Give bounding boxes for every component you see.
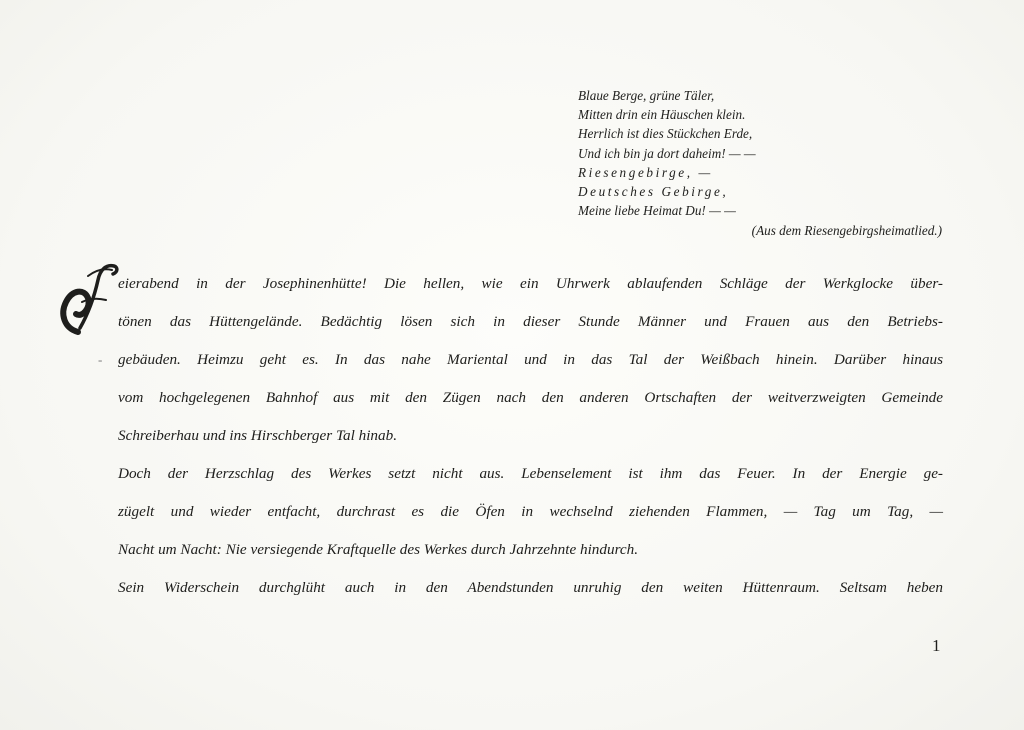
poem-source: (Aus dem Riesengebirgsheimatlied.) (751, 223, 942, 239)
poem-line: Blaue Berge, grüne Täler, (578, 88, 715, 103)
body-line: vom hochgelegenen Bahnhof aus mit den Zügen nach den anderen Ortschaften der weitverzweigten Gemeinde (118, 389, 943, 406)
body-line: Doch der Herzschlag des Werkes setzt nicht aus. Lebenselement ist ihm das Feuer. In der Energie ge- (118, 465, 943, 482)
poem-line: Deutsches Gebirge, (578, 184, 729, 200)
poem-line: Und ich bin ja dort daheim! — — (578, 145, 756, 161)
body-line: Schreiberhau und ins Hirschberger Tal hinab. (118, 427, 398, 444)
body-line: gebäuden. Heimzu geht es. In das nahe Mariental und in das Tal der Weißbach hinein. Darüber hinaus (118, 351, 943, 368)
body-line: tönen das Hüttengelände. Bedächtig lösen sich in dieser Stunde Männer und Frauen aus den Betriebs- (118, 313, 943, 330)
body-line: Sein Widerschein durchglüht auch in den Abendstunden unruhig den weiten Hüttenraum. Seltsam heben (118, 579, 943, 596)
body-line: Nacht um Nacht: Nie versiegende Kraftquelle des Werkes durch Jahrzehnte hindurch. (118, 541, 639, 558)
poem-line: Riesengebirge, — (578, 164, 713, 180)
poem-line: Meine liebe Heimat Du! — — (578, 203, 736, 219)
margin-mark: - (98, 352, 103, 367)
poem-line: Herrlich ist dies Stückchen Erde, (578, 126, 753, 142)
drop-cap-f-ornament (58, 258, 120, 338)
poem-line: Mitten drin ein Häuschen klein. (578, 107, 746, 123)
epigraph-poem (578, 86, 948, 241)
body-line: eierabend in der Josephinenhütte! Die hellen, wie ein Uhrwerk ablaufenden Schläge der Werkglocke über- (118, 275, 943, 292)
page-number: 1 (932, 636, 941, 655)
body-line: zügelt und wieder entfacht, durchrast es die Öfen in wechselnd ziehenden Flammen, — Tag um Tag, — (118, 503, 943, 520)
